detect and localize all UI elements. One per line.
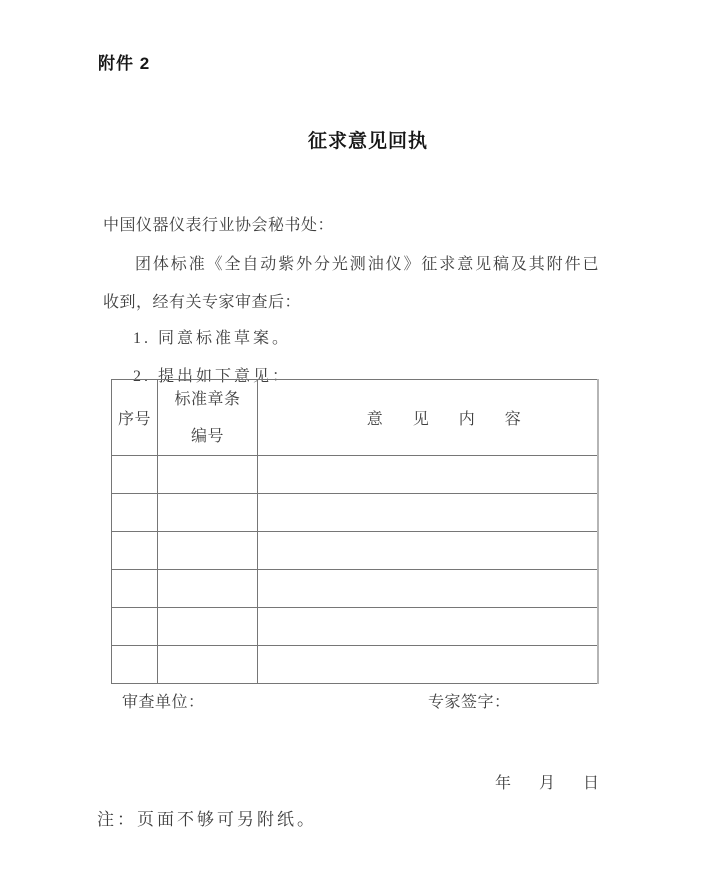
header-cell-clause-number-line1: 标准章条 xyxy=(174,390,241,408)
cell-clause-number xyxy=(158,532,258,570)
date-line: 年 月 日 xyxy=(495,775,606,792)
table-row xyxy=(112,494,598,532)
comments-table-header xyxy=(112,380,598,456)
attachment-label: 附件 2 xyxy=(98,54,151,73)
body-line-2: 收到，经有关专家审查后： xyxy=(103,294,302,311)
cell-serial-number xyxy=(112,494,158,532)
comments-table-body xyxy=(112,456,598,684)
cell-serial-number xyxy=(112,608,158,646)
header-cell-comment-content: 意 见 内 容 xyxy=(258,380,598,456)
page-title: 征求意见回执 xyxy=(307,131,428,152)
cell-serial-number xyxy=(112,456,158,494)
cell-comment-content xyxy=(258,608,598,646)
list-item-1: 1. 同意标准草案。 xyxy=(133,330,292,347)
cell-clause-number xyxy=(158,608,258,646)
table-row xyxy=(112,532,598,570)
header-cell-clause-number-line2: 编号 xyxy=(190,427,224,445)
review-unit-label: 审查单位： xyxy=(122,694,205,711)
table-row xyxy=(112,608,598,646)
note-line: 注：页面不够可另附纸。 xyxy=(97,810,317,829)
cell-serial-number xyxy=(112,570,158,608)
cell-comment-content xyxy=(258,570,598,608)
cell-comment-content xyxy=(258,532,598,570)
addressee-line: 中国仪器仪表行业协会秘书处： xyxy=(103,217,335,234)
header-cell-clause-number xyxy=(158,380,258,456)
cell-comment-content xyxy=(258,456,598,494)
table-row xyxy=(112,456,598,494)
cell-clause-number xyxy=(158,494,258,532)
cell-serial-number xyxy=(112,532,158,570)
cell-clause-number xyxy=(158,646,258,684)
list-item-2: 2. 提出如下意见： xyxy=(133,368,292,385)
cell-serial-number xyxy=(112,646,158,684)
cell-clause-number xyxy=(158,570,258,608)
expert-signature-label: 专家签字： xyxy=(428,694,511,711)
cell-comment-content xyxy=(258,494,598,532)
comments-table xyxy=(111,379,599,684)
table-row xyxy=(112,646,598,684)
header-cell-serial-number: 序号 xyxy=(112,380,158,456)
body-line-1: 团体标准《全自动紫外分光测油仪》征求意见稿及其附件已 xyxy=(135,256,600,273)
cell-clause-number xyxy=(158,456,258,494)
header-row xyxy=(112,380,598,456)
cell-comment-content xyxy=(258,646,598,684)
table-row xyxy=(112,570,598,608)
